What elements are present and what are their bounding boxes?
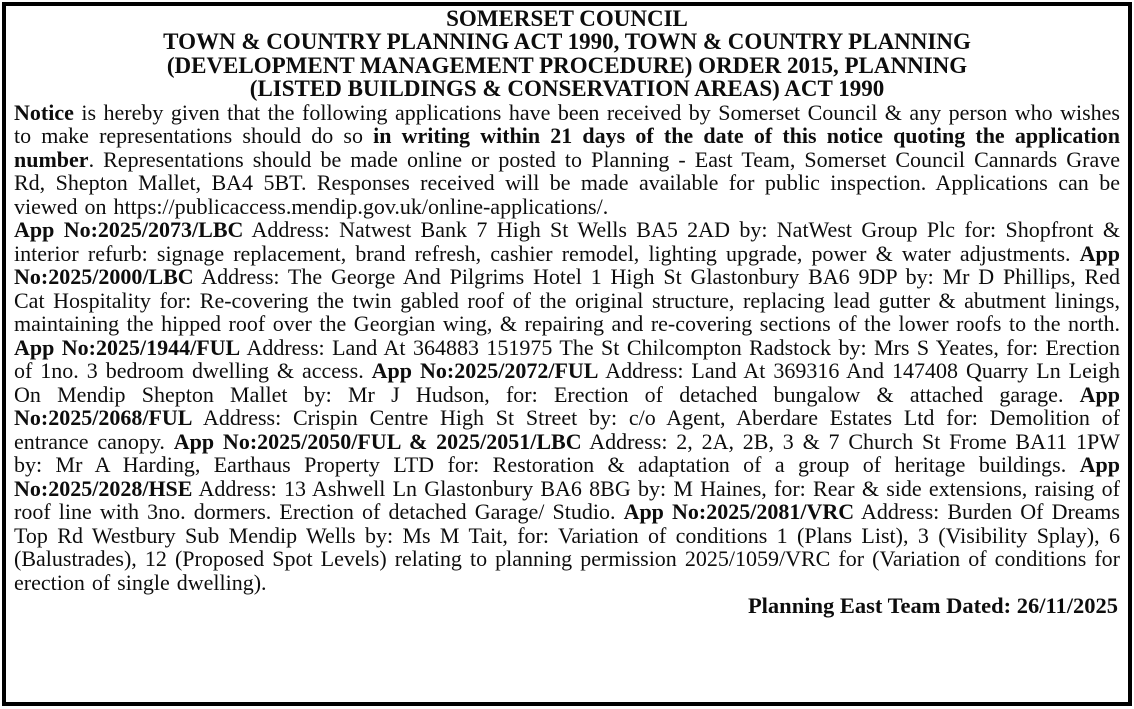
header-act-line-2: (DEVELOPMENT MANAGEMENT PROCEDURE) ORDER 2015, PLANNING [166, 52, 968, 78]
dateline-text: Planning East Team Dated: 26/11/2025 [747, 593, 1118, 619]
intro-paragraph: Notice is hereby given that the following applications have been received by Somerset Council & any person who wishes to make representations should do so in writing within 21 days of the date of this notice quoting the application number. Representations should be made online or posted to Planning - East Team, Somerset Council Cannards Grave Rd, Shepton Mallet, BA4 5BT. Responses received will be made available for public inspection. Applications can be viewed on https://publicaccess.mendip.gov.uk/online-applications/. [14, 99, 1120, 219]
notice-box [2, 2, 1132, 706]
applications-paragraph: App No:2025/2073/LBC Address: Natwest Bank 7 High St Wells BA5 2AD by: NatWest Group Plc for: Shopfront & interior refurb: signage replacement, brand refresh, cashier remodel, lighting upgrade, power & water adjustments. App No:2025/2000/LBC Address: The George And Pilgrims Hotel 1 High St Glastonbury BA6 9DP by: Mr D Phillips, Red Cat Hospitality for: Re-covering the twin gabled roof of the original structure, replacing lead gutter & abutment linings, maintaining the hipped roof over the Georgian wing, & repairing and re-covering sections of the lower roofs to the north. App No:2025/1944/FUL Address: Land At 364883 151975 The St Chilcompton Radstock by: Mrs S Yeates, for: Erection of 1no. 3 bedroom dwelling & access. App No:2025/2072/FUL Address: Land At 369316 And 147408 Quarry Ln Leigh On Mendip Shepton Mallet by: Mr J Hudson, for: Erection of detached bungalow & attached garage. App No:2025/2068/FUL Address: Crispin Centre High St Street by: c/o Agent, Aberdare Estates Ltd for: Demolition of entrance canopy. App No:2025/2050/FUL & 2025/2051/LBC Address: 2, 2A, 2B, 3 & 7 Church St Frome BA11 1PW by: Mr A Harding, Earthaus Property LTD for: Restoration & adaptation of a group of heritage buildings. App No:2025/2028/HSE Address: 13 Ashwell Ln Glastonbury BA6 8BG by: M Haines, for: Rear & side extensions, raising of roof line with 3no. dormers. Erection of detached Garage/ Studio. App No:2025/2081/VRC Address: Burden Of Dreams Top Rd Westbury Sub Mendip Wells by: Ms M Tait, for: Variation of conditions 1 (Plans List), 3 (Visibility Splay), 6 (Balustrades), 12 (Proposed Spot Levels) relating to planning permission 2025/1059/VRC for (Variation of conditions for erection of single dwelling). [14, 217, 1121, 595]
notice-header [14, 7, 1120, 101]
header-act-line-1: TOWN & COUNTRY PLANNING ACT 1990, TOWN & COUNTRY PLANNING [163, 29, 971, 55]
header-act-line-3: (LISTED BUILDINGS & CONSERVATION AREAS) ACT 1990 [249, 76, 885, 102]
header-council-name: SOMERSET COUNCIL [446, 6, 688, 31]
